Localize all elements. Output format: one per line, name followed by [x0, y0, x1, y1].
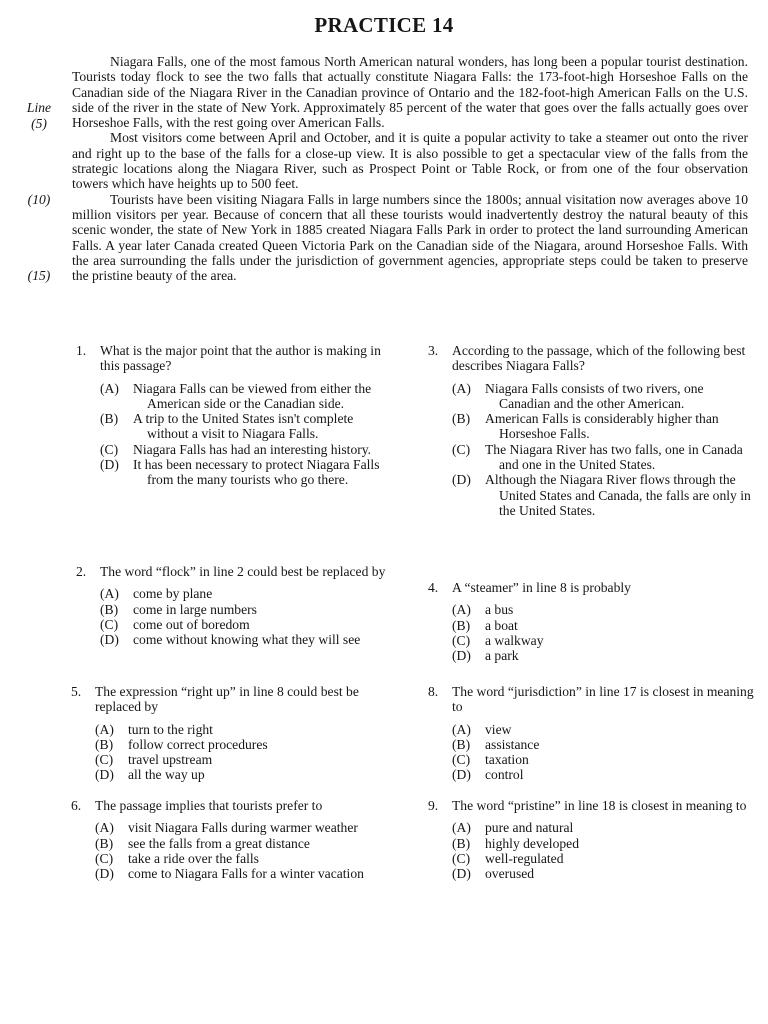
question-text: The word “pristine” in line 18 is closest in meaning to — [452, 798, 747, 813]
option-text: see the falls from a great distance — [128, 835, 310, 851]
answer-option-a[interactable] — [452, 602, 758, 617]
option-letter: (B) — [95, 736, 114, 752]
question-stem — [76, 343, 394, 374]
option-letter: (B) — [452, 617, 471, 633]
answer-option-b[interactable] — [452, 737, 758, 752]
option-letter: (B) — [95, 835, 114, 851]
passage-paragraph: Niagara Falls, one of the most famous North American natural wonders, has long been a popular tourist destination. Tourists today flock to see the two falls that actually constitute Niagara Falls: the 173-foot-high Horseshoe Falls on the Canadian side of the Niagara River in the Canadian province of Ontario and the 182-foot-high American Falls on the U.S. side of the river in the state of New York. Approximately 85 percent of the water that goes over the falls actually goes over Horseshoe Falls, with the rest going over American Falls. — [72, 54, 748, 131]
question-stem — [428, 343, 758, 374]
answer-option-a[interactable] — [95, 820, 389, 835]
reading-passage — [72, 54, 748, 283]
question-2 — [76, 564, 394, 647]
option-text: follow correct procedures — [128, 736, 268, 752]
question-stem — [76, 564, 394, 579]
question-stem — [71, 684, 389, 715]
answer-options — [428, 820, 758, 881]
question-text: The word “flock” in line 2 could best be replaced by — [100, 564, 386, 579]
option-text: a walkway — [485, 632, 544, 648]
option-text: come to Niagara Falls for a winter vacation — [128, 866, 364, 882]
question-text: The expression “right up” in line 8 could best be replaced by — [95, 684, 359, 715]
option-letter: (C) — [95, 752, 114, 768]
answer-option-a[interactable] — [100, 381, 394, 412]
question-text: According to the passage, which of the following best describes Niagara Falls? — [452, 343, 746, 374]
option-text: pure and natural — [485, 820, 574, 836]
answer-option-d[interactable] — [452, 472, 758, 518]
answer-option-c[interactable] — [95, 851, 389, 866]
option-letter: (A) — [95, 820, 114, 836]
option-text: come by plane — [133, 586, 213, 602]
option-text: It has been necessary to protect Niagara Falls from the many tourists who go there. — [133, 457, 380, 488]
answer-option-d[interactable] — [100, 632, 394, 647]
question-text: The passage implies that tourists prefer to — [95, 798, 323, 813]
answer-options — [428, 381, 758, 519]
question-number: 2. — [76, 564, 87, 579]
option-text: visit Niagara Falls during warmer weather — [128, 820, 358, 836]
line-label: Line — [26, 100, 52, 115]
option-text: all the way up — [128, 767, 205, 783]
answer-option-c[interactable] — [452, 442, 758, 473]
answer-option-a[interactable] — [452, 722, 758, 737]
answer-option-d[interactable] — [452, 866, 758, 881]
answer-option-a[interactable] — [452, 381, 758, 412]
answer-option-b[interactable] — [100, 411, 394, 442]
option-letter: (D) — [452, 648, 471, 664]
option-letter: (A) — [100, 586, 119, 602]
option-letter: (C) — [452, 752, 471, 768]
question-6 — [71, 798, 389, 881]
option-text: A trip to the United States isn't complete without a visit to Niagara Falls. — [133, 411, 354, 442]
answer-option-b[interactable] — [452, 618, 758, 633]
answer-option-c[interactable] — [95, 752, 389, 767]
question-number: 3. — [428, 343, 439, 358]
question-text: The word “jurisdiction” in line 17 is closest in meaning to — [452, 684, 754, 715]
option-text: a park — [485, 648, 519, 664]
option-text: come in large numbers — [133, 601, 257, 617]
line-number-15: (15) — [27, 268, 51, 283]
option-text: turn to the right — [128, 721, 213, 737]
question-text: What is the major point that the author is making in this passage? — [100, 343, 381, 374]
option-letter: (D) — [100, 632, 119, 648]
question-number: 4. — [428, 580, 439, 595]
option-text: take a ride over the falls — [128, 850, 259, 866]
option-text: overused — [485, 866, 535, 882]
option-letter: (A) — [452, 721, 471, 737]
answer-option-b[interactable] — [100, 602, 394, 617]
option-text: a bus — [485, 602, 514, 618]
question-text: A “steamer” in line 8 is probably — [452, 580, 631, 595]
option-letter: (B) — [452, 736, 471, 752]
answer-option-c[interactable] — [452, 752, 758, 767]
answer-option-d[interactable] — [95, 767, 389, 782]
question-stem — [428, 684, 758, 715]
question-number: 5. — [71, 684, 82, 699]
option-letter: (B) — [100, 411, 119, 427]
option-text: view — [485, 721, 512, 737]
option-letter: (D) — [452, 866, 471, 882]
option-text: assistance — [485, 736, 540, 752]
answer-option-c[interactable] — [100, 442, 394, 457]
option-letter: (D) — [452, 472, 471, 488]
answer-option-a[interactable] — [100, 586, 394, 601]
answer-options — [71, 820, 389, 881]
option-letter: (C) — [100, 441, 119, 457]
question-1 — [76, 343, 394, 488]
question-5 — [71, 684, 389, 783]
question-number: 6. — [71, 798, 82, 813]
question-8 — [428, 684, 758, 783]
option-text: Niagara Falls can be viewed from either the American side or the Canadian side. — [133, 380, 372, 411]
option-letter: (C) — [452, 441, 471, 457]
answer-option-d[interactable] — [95, 866, 389, 881]
question-stem — [428, 580, 758, 595]
option-text: come out of boredom — [133, 616, 250, 632]
line-number-10: (10) — [27, 192, 51, 207]
question-4 — [428, 580, 758, 663]
question-number: 8. — [428, 684, 439, 699]
option-letter: (C) — [95, 850, 114, 866]
option-letter: (B) — [100, 601, 119, 617]
answer-options — [71, 722, 389, 783]
answer-option-c[interactable] — [100, 617, 394, 632]
option-text: Although the Niagara River flows through the United States and Canada, the falls are only in the United States. — [485, 472, 751, 518]
question-number: 9. — [428, 798, 439, 813]
option-text: a boat — [485, 617, 518, 633]
option-letter: (C) — [452, 632, 471, 648]
answer-options — [76, 586, 394, 647]
question-stem — [71, 798, 389, 813]
option-text: American Falls is considerably higher than Horseshoe Falls. — [485, 411, 719, 442]
answer-option-b[interactable] — [95, 737, 389, 752]
option-text: The Niagara River has two falls, one in Canada and one in the United States. — [485, 441, 743, 473]
passage-paragraph: Tourists have been visiting Niagara Falls in large numbers since the 1800s; annual visitation now averages above 10 million visitors per year. Because of concern that all these tourists would inadvertently destroy the natural beauty of this scenic wonder, the state of New York in 1885 created Niagara Falls Park in order to protect the land surrounding American Falls. A year later Canada created Queen Victoria Park on the Canadian side of the Niagara, around Horseshoe Falls. With the area surrounding the falls under the jurisdiction of government agencies, appropriate steps could be taken to preserve the pristine beauty of the area. — [72, 191, 748, 284]
option-letter: (D) — [452, 767, 471, 783]
option-text: Niagara Falls has had an interesting history. — [133, 441, 372, 457]
answer-option-b[interactable] — [452, 411, 758, 442]
option-letter: (B) — [452, 411, 471, 427]
option-text: Niagara Falls consists of two rivers, one Canadian and the other American. — [485, 380, 704, 411]
passage-paragraph: Most visitors come between April and October, and it is quite a popular activity to take a steamer out onto the river and right up to the base of the falls for a close-up view. It is also possible to get a spectacular view of the falls from the strategic locations along the Niagara River, such as Prospect Point or Table Rock, or from one of the four observation towers which have heights up to 500 feet. — [72, 130, 748, 192]
answer-option-b[interactable] — [95, 836, 389, 851]
option-letter: (A) — [95, 721, 114, 737]
question-3 — [428, 343, 758, 518]
question-number: 1. — [76, 343, 87, 358]
question-stem — [428, 798, 758, 813]
option-letter: (D) — [95, 866, 114, 882]
answer-options — [428, 602, 758, 663]
option-letter: (D) — [100, 457, 119, 473]
answer-options — [428, 722, 758, 783]
page-title: PRACTICE 14 — [314, 13, 454, 37]
answer-option-c[interactable] — [452, 851, 758, 866]
option-letter: (A) — [452, 820, 471, 836]
option-letter: (A) — [100, 380, 119, 396]
option-letter: (A) — [452, 602, 471, 618]
answer-options — [76, 381, 394, 488]
answer-option-d[interactable] — [452, 648, 758, 663]
answer-option-d[interactable] — [100, 457, 394, 488]
answer-option-b[interactable] — [452, 836, 758, 851]
option-letter: (A) — [452, 380, 471, 396]
answer-option-a[interactable] — [95, 722, 389, 737]
option-text: well-regulated — [485, 850, 564, 866]
line-number-5: (5) — [31, 116, 47, 131]
option-letter: (B) — [452, 835, 471, 851]
answer-option-c[interactable] — [452, 633, 758, 648]
option-letter: (C) — [452, 850, 471, 866]
option-text: taxation — [485, 752, 529, 768]
answer-option-d[interactable] — [452, 767, 758, 782]
answer-option-a[interactable] — [452, 820, 758, 835]
option-letter: (C) — [100, 616, 119, 632]
option-text: travel upstream — [128, 752, 213, 768]
option-text: highly developed — [485, 835, 580, 851]
question-9 — [428, 798, 758, 881]
option-text: come without knowing what they will see — [133, 632, 361, 648]
option-text: control — [485, 767, 524, 783]
option-letter: (D) — [95, 767, 114, 783]
